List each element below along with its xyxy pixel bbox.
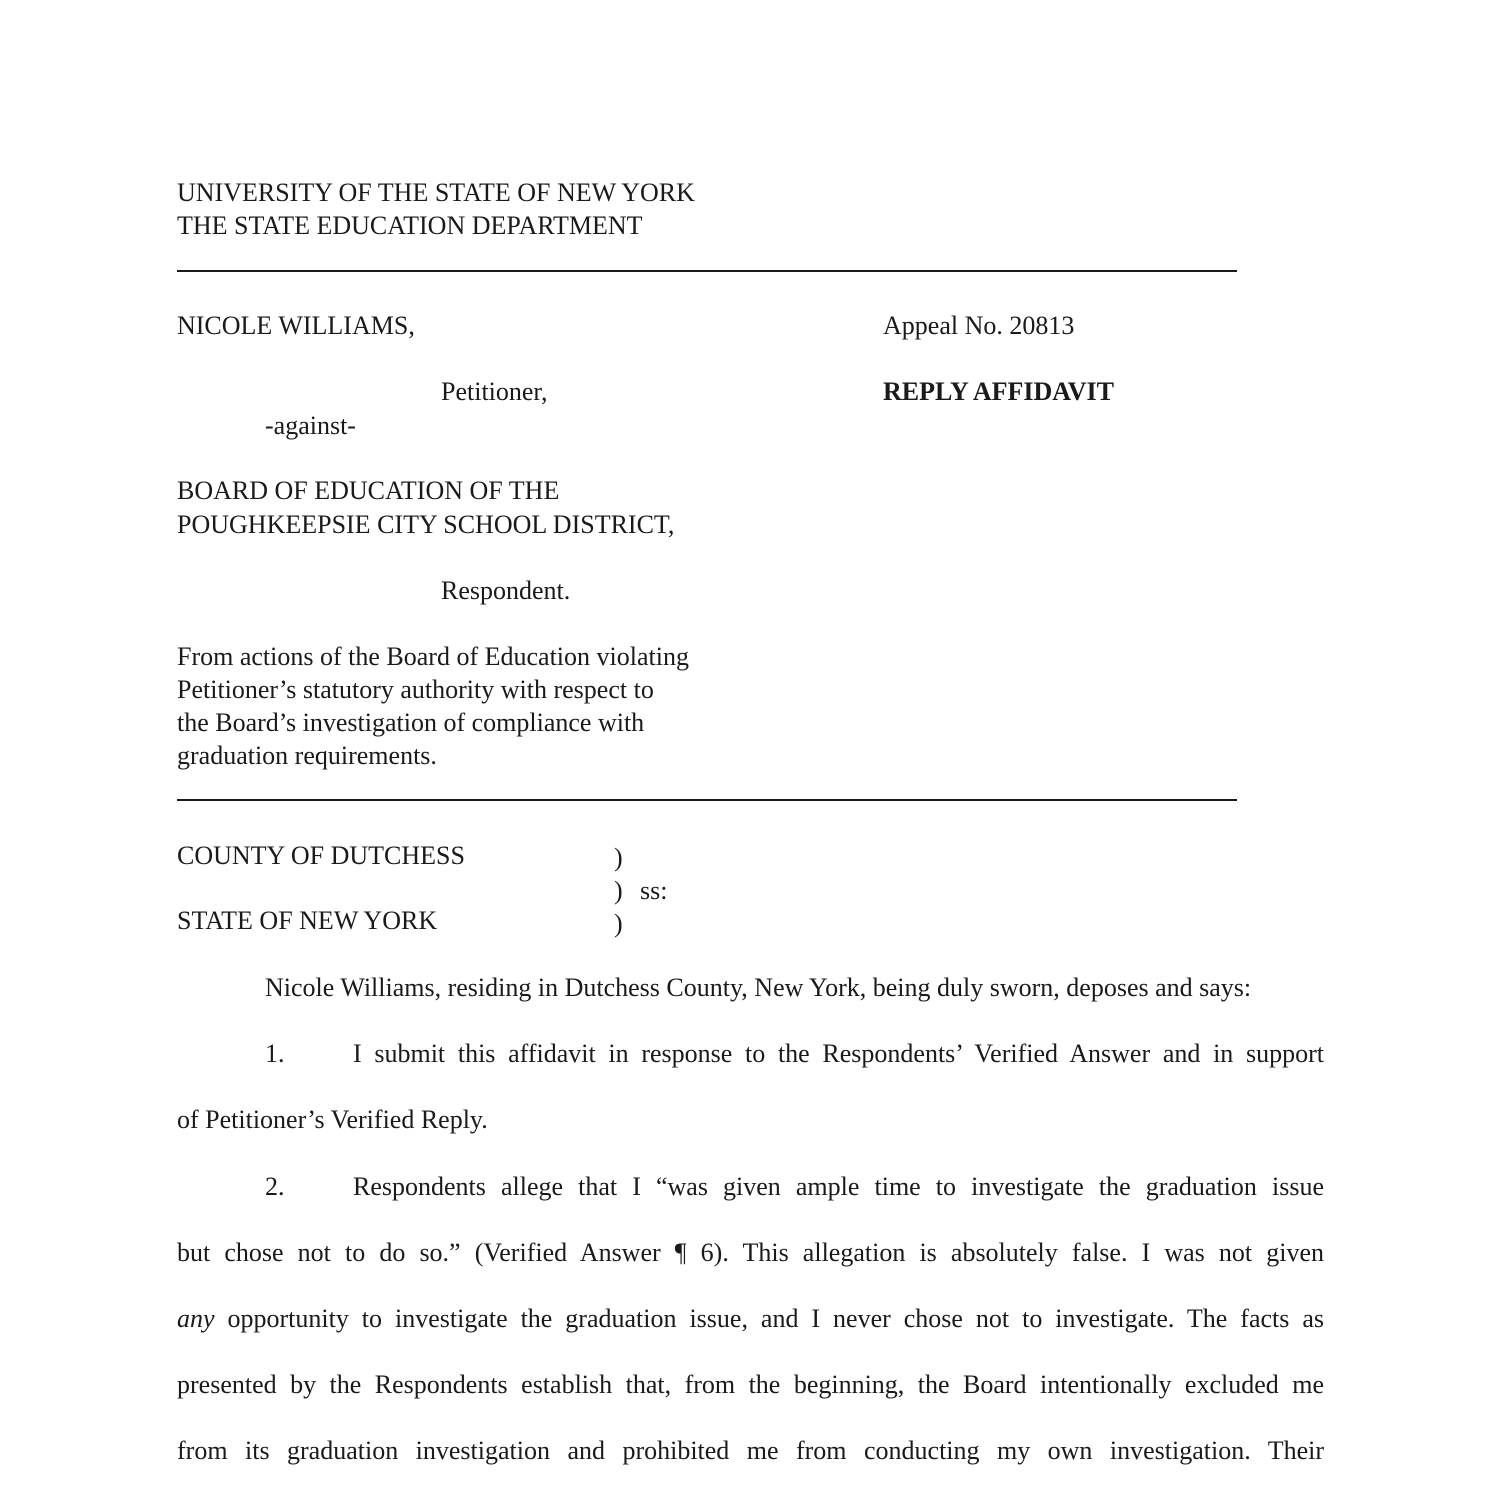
venue-paren-3: ) — [614, 909, 623, 938]
document-title: REPLY AFFIDAVIT — [883, 377, 1114, 406]
header-rule — [177, 270, 1237, 272]
subject-line-2: Petitioner’s statutory authority with respect to — [177, 675, 654, 704]
paragraph-2-line-5: from its graduation investigation and prohibited me from conducting my own investigation. Their — [177, 1436, 1324, 1465]
paragraph-1-line-2: of Petitioner’s Verified Reply. — [177, 1105, 488, 1134]
paragraph-2-line-1: Respondents allege that I “was given ample time to investigate the graduation issue — [353, 1172, 1324, 1201]
paragraph-2-line-3 — [177, 1302, 1324, 1335]
paragraph-2-line-3-text: opportunity to investigate the graduation issue, and I never chose not to investigate. The facts as — [214, 1304, 1324, 1333]
respondent-role: Respondent. — [441, 576, 571, 605]
paragraph-2-line-2: but chose not to do so.” (Verified Answer ¶ 6). This allegation is absolutely false. I was not given — [177, 1238, 1324, 1267]
emphasis-any: any — [177, 1304, 215, 1333]
respondent-line-2: POUGHKEEPSIE CITY SCHOOL DISTRICT, — [177, 510, 675, 539]
venue-paren-1: ) — [614, 843, 623, 872]
venue-state: STATE OF NEW YORK — [177, 906, 438, 935]
header-line-1: UNIVERSITY OF THE STATE OF NEW YORK — [177, 178, 695, 207]
appeal-number: Appeal No. 20813 — [883, 311, 1075, 340]
venue-paren-2: ) — [614, 876, 623, 905]
venue-ss: ss: — [640, 876, 668, 905]
respondent-line-1: BOARD OF EDUCATION OF THE — [177, 476, 560, 505]
subject-line-4: graduation requirements. — [177, 741, 437, 770]
paragraph-1-line-1: I submit this affidavit in response to the Respondents’ Verified Answer and in support — [353, 1039, 1324, 1068]
paragraph-1-number: 1. — [265, 1039, 285, 1068]
header-line-2: THE STATE EDUCATION DEPARTMENT — [177, 211, 643, 240]
venue-county: COUNTY OF DUTCHESS — [177, 841, 465, 870]
petitioner-name: NICOLE WILLIAMS, — [177, 311, 415, 340]
paragraph-2-number: 2. — [265, 1172, 285, 1201]
against-label: -against- — [265, 411, 356, 440]
caption-rule — [177, 799, 1237, 801]
subject-line-1: From actions of the Board of Education violating — [177, 642, 689, 671]
paragraph-2-line-4: presented by the Respondents establish that, from the beginning, the Board intentionally excluded me — [177, 1370, 1324, 1399]
subject-line-3: the Board’s investigation of compliance with — [177, 708, 645, 737]
intro-paragraph: Nicole Williams, residing in Dutchess County, New York, being duly sworn, deposes and says: — [265, 973, 1252, 1002]
petitioner-role: Petitioner, — [441, 377, 548, 406]
